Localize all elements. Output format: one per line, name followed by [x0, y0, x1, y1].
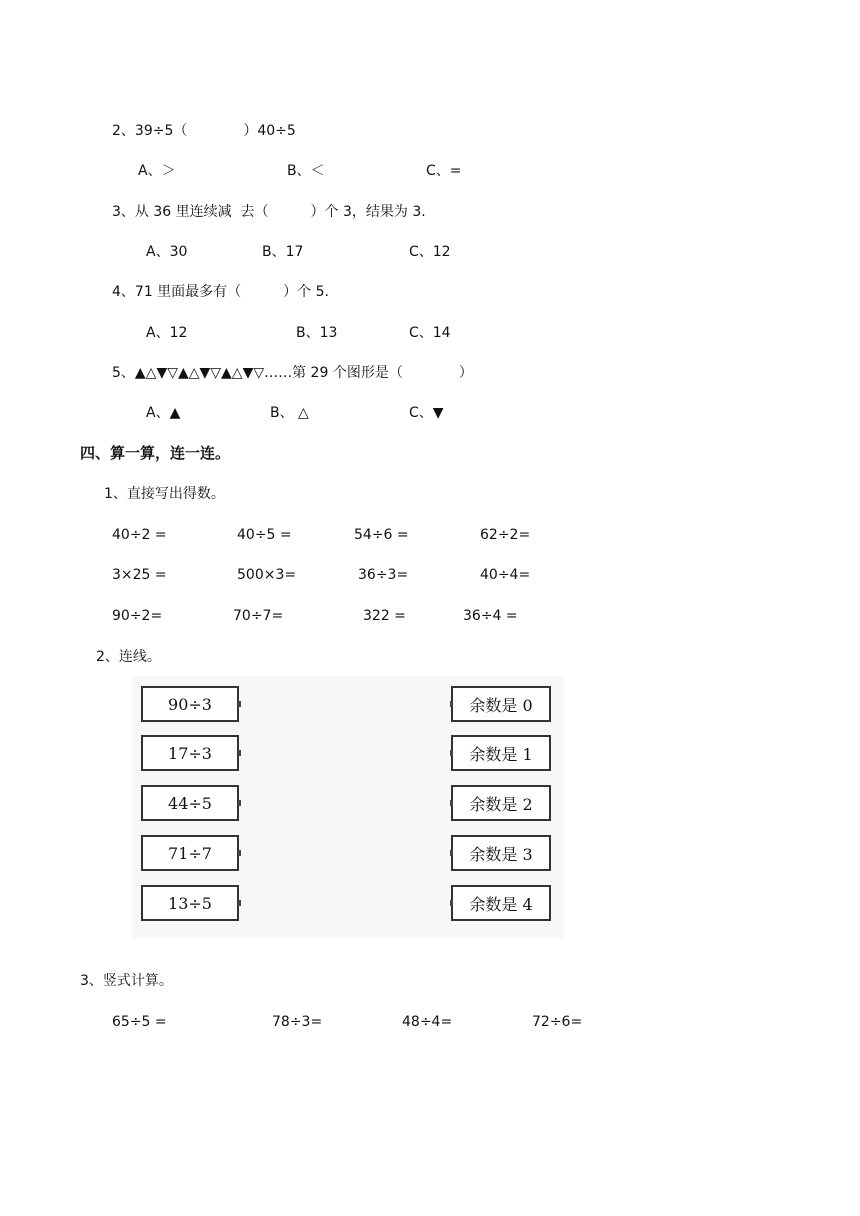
calc-item: 36÷3= [358, 567, 409, 583]
left-box-expression: 44÷5 [141, 785, 239, 821]
question-5-stem: 5、▲△▼▽▲△▼▽▲△▼▽……第 29 个图形是（ ） [112, 365, 473, 381]
right-connector-dot [450, 701, 453, 707]
right-box-remainder: 余数是 4 [451, 885, 551, 921]
part-2-title: 2、连线。 [96, 649, 161, 665]
left-connector-dot [238, 850, 241, 856]
calc-item: 40÷5 = [237, 527, 292, 543]
part-3-title: 3、竖式计算。 [80, 973, 173, 989]
calc-item: 54÷6 = [354, 527, 409, 543]
question-3-option-a: A、30 [146, 244, 188, 260]
calc-item: 3×25 = [112, 567, 167, 583]
right-connector-dot [450, 800, 453, 806]
question-3-option-b: B、17 [262, 244, 304, 260]
right-box-remainder: 余数是 1 [451, 735, 551, 771]
right-box-remainder: 余数是 2 [451, 785, 551, 821]
question-2-option-c: C、= [426, 163, 462, 179]
right-connector-dot [450, 750, 453, 756]
question-4-option-b: B、13 [296, 325, 338, 341]
question-3-option-c: C、12 [409, 244, 451, 260]
calc-item: 70÷7= [233, 608, 284, 624]
vertical-calc-item: 72÷6= [532, 1014, 583, 1030]
left-connector-dot [238, 900, 241, 906]
question-3-stem: 3、从 36 里连续减 去（ ）个 3，结果为 3. [112, 204, 426, 220]
calc-item: 500×3= [237, 567, 297, 583]
right-connector-dot [450, 900, 453, 906]
question-5-option-c: C、▼ [409, 405, 444, 421]
question-5-option-b: B、 △ [270, 405, 309, 421]
right-box-remainder: 余数是 0 [451, 686, 551, 722]
part-1-title: 1、直接写出得数。 [104, 486, 225, 502]
question-4-option-a: A、12 [146, 325, 188, 341]
right-connector-dot [450, 850, 453, 856]
left-box-expression: 71÷7 [141, 835, 239, 871]
left-box-expression: 13÷5 [141, 885, 239, 921]
question-5-option-a: A、▲ [146, 405, 181, 421]
left-connector-dot [238, 750, 241, 756]
left-connector-dot [238, 701, 241, 707]
left-connector-dot [238, 800, 241, 806]
calc-item: 36÷4 = [463, 608, 518, 624]
vertical-calc-item: 48÷4= [402, 1014, 453, 1030]
vertical-calc-item: 78÷3= [272, 1014, 323, 1030]
question-2-stem: 2、39÷5（ ）40÷5 [112, 123, 296, 139]
vertical-calc-item: 65÷5 = [112, 1014, 167, 1030]
left-box-expression: 17÷3 [141, 735, 239, 771]
question-4-option-c: C、14 [409, 325, 451, 341]
calc-item: 40÷4= [480, 567, 531, 583]
section-4-title: 四、算一算，连一连。 [80, 444, 231, 462]
question-4-stem: 4、71 里面最多有（ ）个 5. [112, 284, 329, 300]
left-box-expression: 90÷3 [141, 686, 239, 722]
calc-item: 62÷2= [480, 527, 531, 543]
question-2-option-a: A、＞ [138, 163, 176, 179]
calc-item: 90÷2= [112, 608, 163, 624]
calc-item: 322 = [363, 608, 406, 624]
question-2-option-b: B、＜ [287, 163, 325, 179]
right-box-remainder: 余数是 3 [451, 835, 551, 871]
calc-item: 40÷2 = [112, 527, 167, 543]
